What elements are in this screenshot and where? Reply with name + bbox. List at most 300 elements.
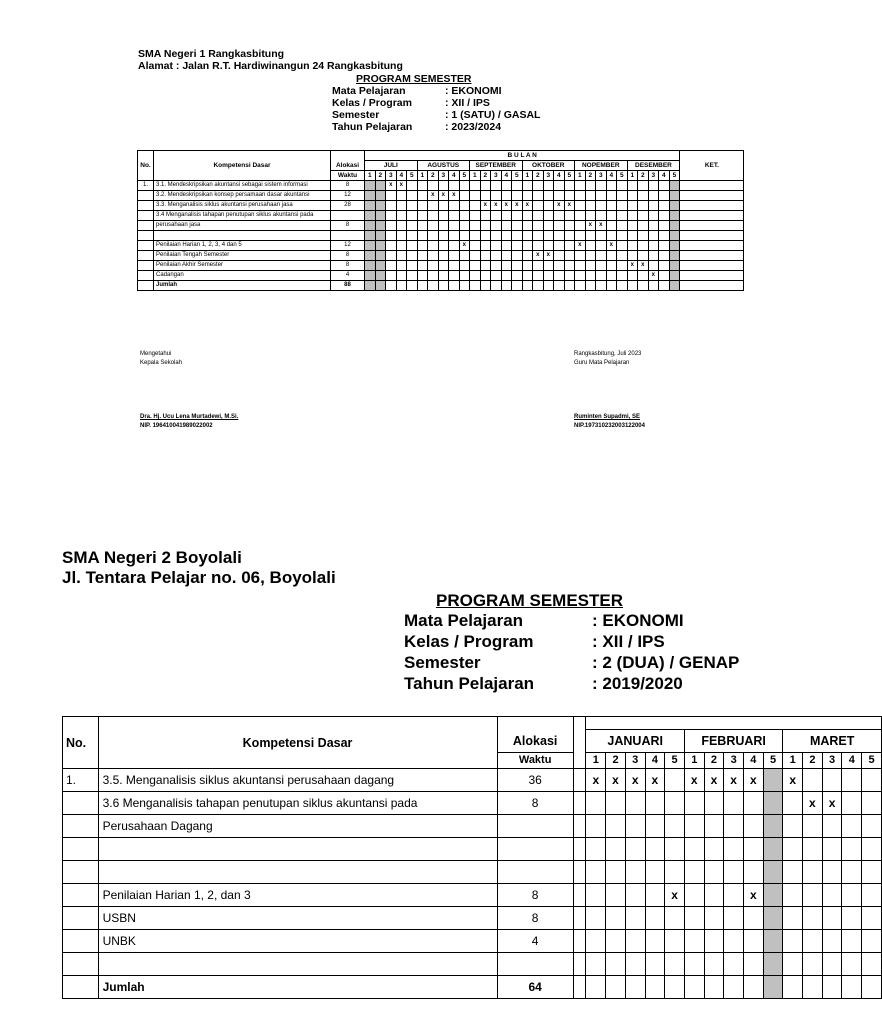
week-cell [665, 838, 685, 861]
week-number: 5 [669, 171, 680, 181]
week-cell [606, 930, 626, 953]
table-row [138, 211, 744, 221]
week-cell [763, 792, 783, 815]
table-row [138, 281, 744, 291]
week-cell [512, 231, 523, 241]
week-number: 3 [596, 171, 607, 181]
week-cell [704, 976, 724, 999]
week-cell [365, 261, 376, 271]
week-cell [407, 231, 418, 241]
week-cell [554, 271, 565, 281]
week-cell [783, 815, 803, 838]
table-row [63, 769, 882, 792]
week-number: 4 [645, 753, 665, 769]
week-cell [606, 221, 617, 231]
week-cell [586, 792, 606, 815]
week-cell [585, 191, 596, 201]
week-cell [375, 261, 386, 271]
week-cell [386, 231, 397, 241]
week-cell [543, 281, 554, 291]
week-cell [659, 241, 670, 251]
week-cell [543, 211, 554, 221]
week-cell [480, 211, 491, 221]
spacer-cell [573, 838, 586, 861]
school-address: Alamat : Jalan R.T. Hardiwinangun 24 Rangkasbitung [138, 60, 403, 72]
table-row [63, 792, 882, 815]
schedule-table [62, 716, 882, 999]
week-cell [645, 792, 665, 815]
week-cell [606, 976, 626, 999]
row-kd: 3.5. Menganalisis siklus akuntansi perusahaan dagang [98, 769, 497, 792]
week-cell [365, 271, 376, 281]
row-kd: Penilaian Tengah Semester [154, 251, 331, 261]
row-no [63, 792, 99, 815]
week-cell [803, 953, 823, 976]
week-cell [449, 281, 460, 291]
week-cell [470, 271, 481, 281]
week-cell [533, 231, 544, 241]
week-number: 2 [533, 171, 544, 181]
month-header: AGUSTUS [417, 161, 470, 171]
week-cell [842, 838, 862, 861]
schedule-table [137, 150, 744, 291]
week-cell [763, 907, 783, 930]
week-number: 3 [648, 171, 659, 181]
week-cell [763, 930, 783, 953]
spacer-cell [573, 976, 586, 999]
week-number: 4 [743, 753, 763, 769]
week-cell [659, 221, 670, 231]
week-cell [438, 211, 449, 221]
week-cell: x [704, 769, 724, 792]
week-cell: x [396, 181, 407, 191]
week-cell [669, 181, 680, 191]
week-number: 2 [585, 171, 596, 181]
spacer-cell [573, 953, 586, 976]
week-cell [617, 271, 628, 281]
week-cell [470, 191, 481, 201]
week-cell: x [743, 884, 763, 907]
week-cell [554, 281, 565, 291]
week-cell [386, 191, 397, 201]
week-number: 5 [512, 171, 523, 181]
week-cell [365, 211, 376, 221]
week-cell: x [803, 792, 823, 815]
week-cell [724, 953, 744, 976]
week-cell [522, 251, 533, 261]
week-cell [669, 201, 680, 211]
week-cell [803, 884, 823, 907]
signature-left [140, 350, 182, 368]
week-cell [596, 181, 607, 191]
week-cell [459, 271, 470, 281]
week-cell [606, 953, 626, 976]
week-cell [512, 281, 523, 291]
meta-value: : 2019/2020 [592, 674, 683, 693]
week-cell [617, 281, 628, 291]
week-cell [554, 231, 565, 241]
week-cell [543, 241, 554, 251]
meta-value: : 1 (SATU) / GASAL [445, 109, 541, 121]
week-cell [704, 884, 724, 907]
week-cell [564, 181, 575, 191]
row-alokasi [497, 953, 573, 976]
week-cell [617, 191, 628, 201]
week-cell [438, 241, 449, 251]
week-cell [684, 792, 704, 815]
week-cell [862, 769, 882, 792]
week-cell [375, 241, 386, 251]
row-alokasi [331, 211, 365, 221]
week-number: 1 [684, 753, 704, 769]
week-cell [638, 251, 649, 261]
headmaster-name: Dra. Hj. Ucu Lena Murtadewi, M.Si. [140, 414, 239, 420]
week-number: 4 [554, 171, 565, 181]
row-ket [680, 211, 744, 221]
meta-value: : EKONOMI [592, 611, 684, 630]
week-cell [724, 815, 744, 838]
week-cell [822, 838, 842, 861]
week-cell [659, 271, 670, 281]
row-ket [680, 271, 744, 281]
table-row [138, 181, 744, 191]
week-cell [470, 221, 481, 231]
week-cell [648, 261, 659, 271]
meta-value: : EKONOMI [445, 85, 502, 97]
week-cell [842, 976, 862, 999]
week-cell [365, 241, 376, 251]
week-number: 3 [625, 753, 645, 769]
week-cell [606, 792, 626, 815]
week-cell [585, 201, 596, 211]
week-cell [596, 281, 607, 291]
week-cell [606, 884, 626, 907]
week-number: 2 [375, 171, 386, 181]
week-cell [724, 976, 744, 999]
week-cell [564, 241, 575, 251]
week-cell [627, 211, 638, 221]
week-cell: x [596, 221, 607, 231]
week-cell: x [480, 201, 491, 211]
week-cell [417, 181, 428, 191]
week-number: 3 [822, 753, 842, 769]
week-cell [586, 861, 606, 884]
week-cell [522, 181, 533, 191]
week-number: 2 [704, 753, 724, 769]
month-header: MARET [783, 730, 882, 753]
week-cell [596, 271, 607, 281]
week-cell [665, 815, 685, 838]
sign-left-line1: Mengetahui [140, 351, 172, 357]
week-cell [596, 231, 607, 241]
week-cell [407, 181, 418, 191]
week-cell [459, 211, 470, 221]
row-ket [680, 251, 744, 261]
week-cell [638, 271, 649, 281]
week-cell [684, 907, 704, 930]
week-cell [648, 281, 659, 291]
week-cell [606, 211, 617, 221]
week-cell [783, 792, 803, 815]
week-cell [575, 231, 586, 241]
week-number: 5 [564, 171, 575, 181]
week-cell [648, 231, 659, 241]
week-cell [645, 953, 665, 976]
week-cell [659, 281, 670, 291]
row-kd: USBN [98, 907, 497, 930]
week-cell [375, 281, 386, 291]
week-cell [724, 884, 744, 907]
week-number: 1 [627, 171, 638, 181]
week-cell [365, 181, 376, 191]
week-cell [669, 241, 680, 251]
row-no [63, 953, 99, 976]
week-cell [606, 201, 617, 211]
week-cell [417, 231, 428, 241]
row-no [63, 838, 99, 861]
week-number: 4 [396, 171, 407, 181]
week-cell [724, 907, 744, 930]
row-no [138, 251, 154, 261]
week-cell [554, 181, 565, 191]
week-cell [491, 251, 502, 261]
week-cell [375, 211, 386, 221]
week-cell [438, 201, 449, 211]
week-number: 2 [428, 171, 439, 181]
week-cell: x [585, 221, 596, 231]
week-cell [522, 231, 533, 241]
week-cell [743, 838, 763, 861]
week-cell [459, 191, 470, 201]
week-number: 5 [459, 171, 470, 181]
week-number: 3 [386, 171, 397, 181]
header-waktu: Waktu [497, 753, 573, 769]
header-kd: Kompetensi Dasar [98, 717, 497, 769]
week-cell [575, 181, 586, 191]
week-cell [625, 861, 645, 884]
week-number: 1 [783, 753, 803, 769]
week-cell [522, 281, 533, 291]
row-no [138, 221, 154, 231]
table-row [63, 861, 882, 884]
week-cell [704, 953, 724, 976]
week-cell [596, 201, 607, 211]
row-no: 1. [138, 181, 154, 191]
week-cell [449, 261, 460, 271]
week-cell [449, 231, 460, 241]
week-number: 2 [480, 171, 491, 181]
week-cell [704, 930, 724, 953]
week-cell [365, 281, 376, 291]
week-cell [684, 861, 704, 884]
week-cell: x [606, 769, 626, 792]
week-number: 5 [763, 753, 783, 769]
week-cell [564, 251, 575, 261]
school-address: Jl. Tentara Pelajar no. 06, Boyolali [62, 568, 336, 587]
week-cell [638, 241, 649, 251]
week-cell [512, 271, 523, 281]
week-cell [743, 792, 763, 815]
week-cell [554, 211, 565, 221]
week-cell [396, 241, 407, 251]
week-cell [407, 201, 418, 211]
week-cell: x [684, 769, 704, 792]
week-cell [449, 271, 460, 281]
week-cell: x [625, 769, 645, 792]
row-no [63, 976, 99, 999]
week-cell [617, 211, 628, 221]
week-cell [396, 251, 407, 261]
week-cell [365, 231, 376, 241]
week-cell [428, 261, 439, 271]
row-no [138, 231, 154, 241]
meta-value: : XII / IPS [592, 632, 665, 651]
week-cell [669, 221, 680, 231]
meta-label: Kelas / Program [332, 97, 412, 109]
week-cell [512, 221, 523, 231]
week-cell [449, 211, 460, 221]
row-alokasi [497, 815, 573, 838]
week-cell [554, 191, 565, 201]
row-kd: Cadangan [154, 271, 331, 281]
week-cell [428, 221, 439, 231]
row-kd: Jumlah [154, 281, 331, 291]
week-cell [491, 211, 502, 221]
week-cell [704, 861, 724, 884]
week-cell [684, 884, 704, 907]
week-cell [638, 191, 649, 201]
row-ket [680, 201, 744, 211]
week-cell [684, 930, 704, 953]
week-cell [585, 281, 596, 291]
week-cell [365, 251, 376, 261]
week-cell [480, 191, 491, 201]
week-cell [543, 231, 554, 241]
week-cell [617, 251, 628, 261]
week-cell [665, 861, 685, 884]
week-cell [842, 815, 862, 838]
week-cell [470, 211, 481, 221]
week-cell [386, 201, 397, 211]
headmaster-nip: NIP. 196410041989022002 [140, 423, 213, 429]
week-cell [645, 861, 665, 884]
row-alokasi: 64 [497, 976, 573, 999]
week-number: 4 [501, 171, 512, 181]
week-cell [586, 884, 606, 907]
header-bulan [586, 717, 882, 730]
week-cell [438, 251, 449, 261]
week-cell [659, 201, 670, 211]
week-cell [480, 221, 491, 231]
row-no: 1. [63, 769, 99, 792]
row-kd: perusahaan jasa [154, 221, 331, 231]
week-cell: x [645, 769, 665, 792]
week-cell: x [575, 241, 586, 251]
week-cell [501, 241, 512, 251]
week-cell [822, 953, 842, 976]
week-cell [627, 201, 638, 211]
week-cell [417, 271, 428, 281]
week-cell [842, 769, 862, 792]
week-cell [428, 251, 439, 261]
week-cell [669, 261, 680, 271]
month-header: OKTOBER [522, 161, 575, 171]
week-cell [783, 907, 803, 930]
week-cell [438, 281, 449, 291]
week-cell [512, 251, 523, 261]
month-header: NOPEMBER [575, 161, 628, 171]
week-cell [822, 769, 842, 792]
week-cell [407, 251, 418, 261]
week-cell [842, 861, 862, 884]
week-cell [606, 815, 626, 838]
week-cell [586, 838, 606, 861]
week-number: 4 [449, 171, 460, 181]
week-cell [428, 271, 439, 281]
week-cell [596, 251, 607, 261]
week-cell [803, 815, 823, 838]
week-cell [803, 838, 823, 861]
week-cell [606, 281, 617, 291]
week-cell [554, 241, 565, 251]
week-cell [522, 241, 533, 251]
row-no [138, 201, 154, 211]
week-cell [407, 281, 418, 291]
week-cell [533, 181, 544, 191]
doc-title: PROGRAM SEMESTER [436, 591, 624, 610]
week-cell: x [606, 241, 617, 251]
week-cell [375, 231, 386, 241]
week-cell: x [491, 201, 502, 211]
week-cell: x [665, 884, 685, 907]
table-row [63, 953, 882, 976]
week-number: 5 [665, 753, 685, 769]
sign-right-line1: Rangkasbitung, Juli 2023 [574, 351, 642, 357]
meta-values [445, 85, 540, 133]
week-cell [627, 231, 638, 241]
week-cell [596, 211, 607, 221]
week-cell [543, 271, 554, 281]
week-cell [627, 221, 638, 231]
week-number: 4 [842, 753, 862, 769]
row-ket [680, 181, 744, 191]
week-cell [375, 221, 386, 231]
row-ket [680, 241, 744, 251]
week-cell [638, 211, 649, 221]
table-row [138, 261, 744, 271]
row-ket [680, 281, 744, 291]
sign-left-line2: Kepala Sekolah [140, 360, 183, 366]
week-cell [842, 953, 862, 976]
row-ket [680, 191, 744, 201]
week-cell [407, 221, 418, 231]
week-number: 1 [470, 171, 481, 181]
week-cell: x [512, 201, 523, 211]
week-number: 3 [543, 171, 554, 181]
header-alokasi: Alokasi [497, 717, 573, 753]
week-cell [586, 976, 606, 999]
week-cell [459, 221, 470, 231]
week-cell [862, 907, 882, 930]
week-number: 2 [803, 753, 823, 769]
week-cell [470, 251, 481, 261]
week-cell [564, 271, 575, 281]
row-alokasi: 8 [331, 221, 365, 231]
week-cell [763, 884, 783, 907]
week-cell [375, 181, 386, 191]
row-kd: Jumlah [98, 976, 497, 999]
week-cell: x [554, 201, 565, 211]
